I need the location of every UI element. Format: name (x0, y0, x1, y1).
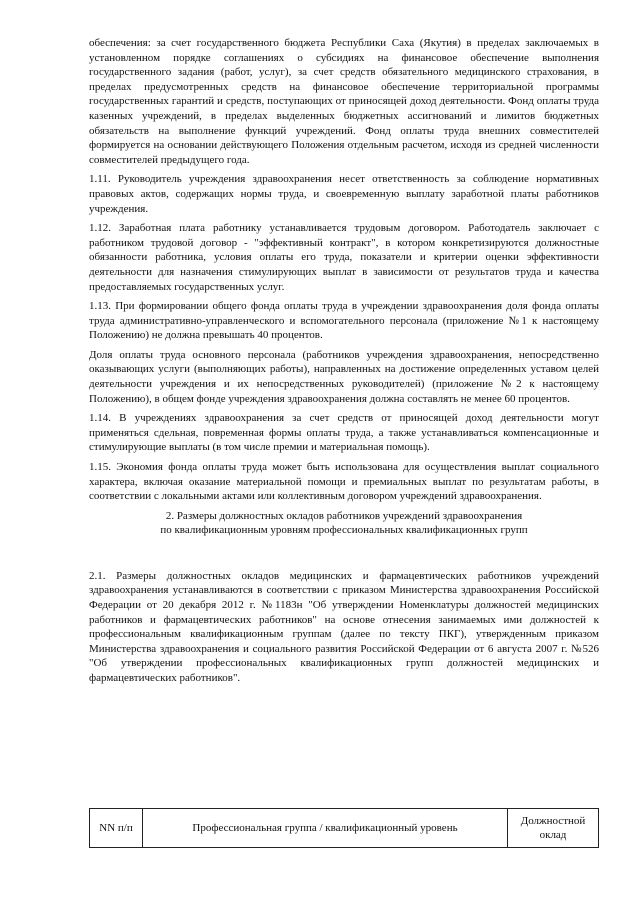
header-professional-group: Профессиональная группа / квалификационный уровень (143, 809, 508, 848)
paragraph-2-1: 2.1. Размеры должностных окладов медицинских и фармацевтических работников учреждений здравоохранения устанавливаются в соответствии с приказом Министерства здравоохранения Российской Федерации от 20 декабря 2012 г. №1183н "Об утверждении Номенклатуры должностей медицинских работников и фармацевтических работников" на основе отнесения занимаемых ими должностей к профессиональным квалификационным группам (далее по тексту ПКГ), утвержденным приказом Министерства здравоохранения и социального развития Российской Федерации от 6 августа 2007 г. №526 "Об утверждении профессиональных квалификационных групп должностей медицинских и фармацевтических работников". (89, 569, 599, 684)
header-number: NN п/п (90, 809, 143, 848)
paragraph-main-staff-share: Доля оплаты труда основного персонала (работников учреждения здравоохранения, непосредственно оказывающих услуги (выполняющих работы), направленных на достижение определенных уставом целей деятельности учреждения и их непосредственных руководителей) (приложение №2 к настоящему Положению), в общем фонде учреждения здравоохранения должна составлять не менее 60 процентов. (89, 348, 599, 405)
section-heading-line2: по квалификационным уровням профессиональных квалификационных групп (160, 523, 528, 536)
paragraph-1-13: 1.13. При формировании общего фонда оплаты труда в учреждении здравоохранения доля фонда оплаты труда административно-управленческого и вспомогательного персонала (приложение №1 к настоящему Положению) не должна превышать 40 процентов. (89, 300, 599, 342)
table-header-row (90, 809, 599, 848)
salary-table (89, 808, 599, 848)
paragraph-1-12: 1.12. Заработная плата работнику устанавливается трудовым договором. Работодатель заключает с работником трудовой договор - "эффективный контракт", в котором конкретизируются должностные обязанности работника, условия оплаты его труда, показатели и критерии оценки эффективности деятельности для назначения стимулирующих выплат в зависимости от результатов труда и качества предоставляемых государственных услуг. (89, 222, 599, 293)
paragraph-funding: обеспечения: за счет государственного бюджета Республики Саха (Якутия) в пределах заключаемых в установленном порядке соглашениях о субсидиях на финансовое обеспечение выполнения государственного задания (работ, услуг), за счет средств обязательного медицинского страхования, в пределах предусмотренных средств на финансовое обеспечение территориальной программы государственных гарантий и средств, поступающих от приносящей доход деятельности. Фонд оплаты труда казенных учреждений, в пределах выделенных бюджетных ассигнований и лимитов бюджетных обязательств на выполнение функций учреждений. Фонд оплаты труда внешних совместителей формируется на основании действующего Положения отдельным расчетом, исходя из средней численности совместителей предыдущего года. (89, 37, 599, 166)
paragraph-1-11: 1.11. Руководитель учреждения здравоохранения несет ответственность за соблюдение нормативных правовых актов, содержащих нормы труда, и своевременную выплату заработной платы работников учреждения. (89, 173, 599, 215)
header-salary: Должностной оклад (508, 809, 599, 848)
section-2-heading (89, 509, 599, 537)
paragraph-1-15: 1.15. Экономия фонда оплаты труда может быть использована для осуществления выплат социального характера, включая оказание материальной помощи и премиальных выплат по результатам работы, в соответствии с локальными актами или коллективным договором учреждений здравоохранения. (89, 461, 599, 503)
paragraph-1-14: 1.14. В учреждениях здравоохранения за счет средств от приносящей доход деятельности могут применяться сдельная, повременная формы оплаты труда, а также устанавливаться компенсационные и стимулирующие выплаты (в том числе премии и материальная помощь). (89, 412, 599, 454)
section-heading-line1: 2. Размеры должностных окладов работников учреждений здравоохранения (165, 509, 523, 522)
document-page (89, 36, 599, 691)
